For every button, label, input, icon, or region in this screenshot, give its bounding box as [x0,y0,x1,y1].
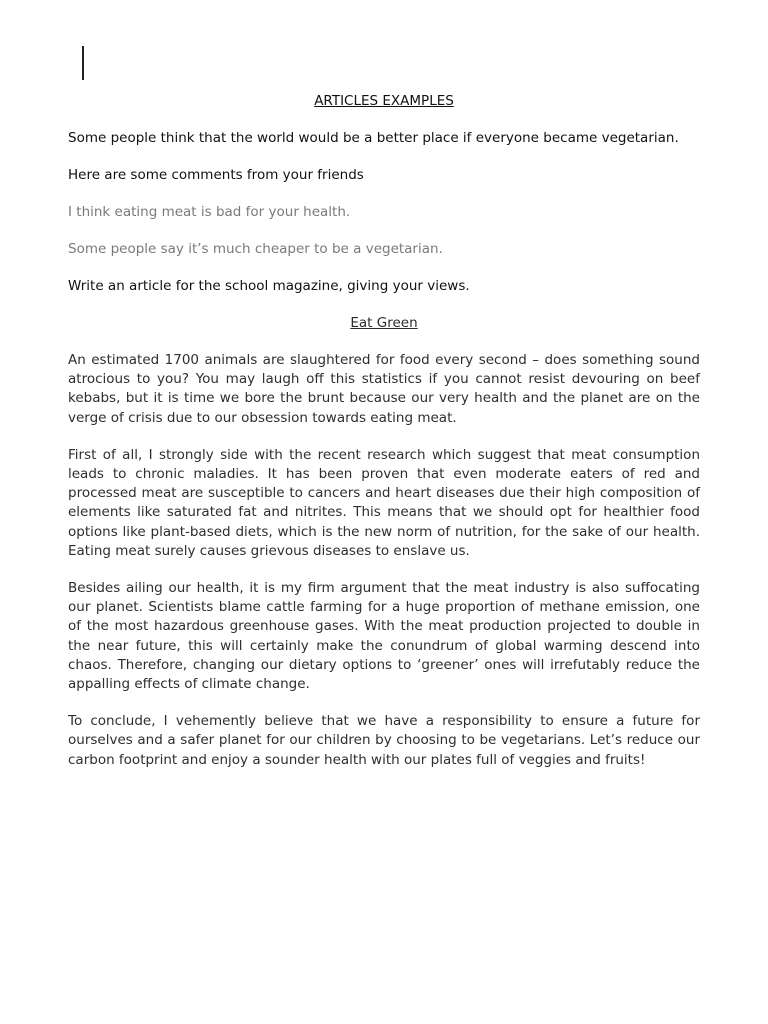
article-paragraph-4: To conclude, I vehemently believe that we have a responsibility to ensure a future for ourselves and a safer planet for our children by choosing to be vegetarians. Let’s reduce our carbon footprint and enjoy a sounder health with our plates full of veggies and fruits! [68,713,700,768]
document-content [68,92,700,788]
article-paragraph-1: An estimated 1700 animals are slaughtered for food every second – does something sound atrocious to you? You may laugh off this statistics if you cannot resist devouring on beef kebabs, but it is time we bore the brunt because our very health and the planet are on the verge of crisis due to our obsession towards eating meat. [68,352,700,426]
comment-1: I think eating meat is bad for your health. [68,204,351,220]
task-instruction: Write an article for the school magazine, giving your views. [68,278,470,294]
text-cursor [82,46,84,80]
article-title: Eat Green [350,315,418,331]
comment-2: Some people say it’s much cheaper to be a vegetarian. [68,241,443,257]
page-title: ARTICLES EXAMPLES [314,93,454,109]
prompt-intro: Some people think that the world would be a better place if everyone became vegetarian. [68,130,679,146]
comments-intro: Here are some comments from your friends [68,167,364,183]
article-paragraph-2: First of all, I strongly side with the recent research which suggest that meat consumption leads to chronic maladies. It has been proven that even moderate eaters of red and processed meat are susceptible to cancers and heart diseases due their high composition of elements like saturated fat and nitrites. This means that we should opt for healthier food options like plant-based diets, which is the new norm of nutrition, for the sake of our health. Eating meat surely causes grievous diseases to enslave us. [68,446,700,559]
article-paragraph-3: Besides ailing our health, it is my firm argument that the meat industry is also suffocating our planet. Scientists blame cattle farming for a huge proportion of methane emission, one of the most hazardous greenhouse gases. With the meat production projected to double in the near future, this will certainly make the conundrum of global warming descend into chaos. Therefore, changing our dietary options to ‘greener’ ones will irrefutably reduce the appalling effects of climate change. [68,580,700,693]
